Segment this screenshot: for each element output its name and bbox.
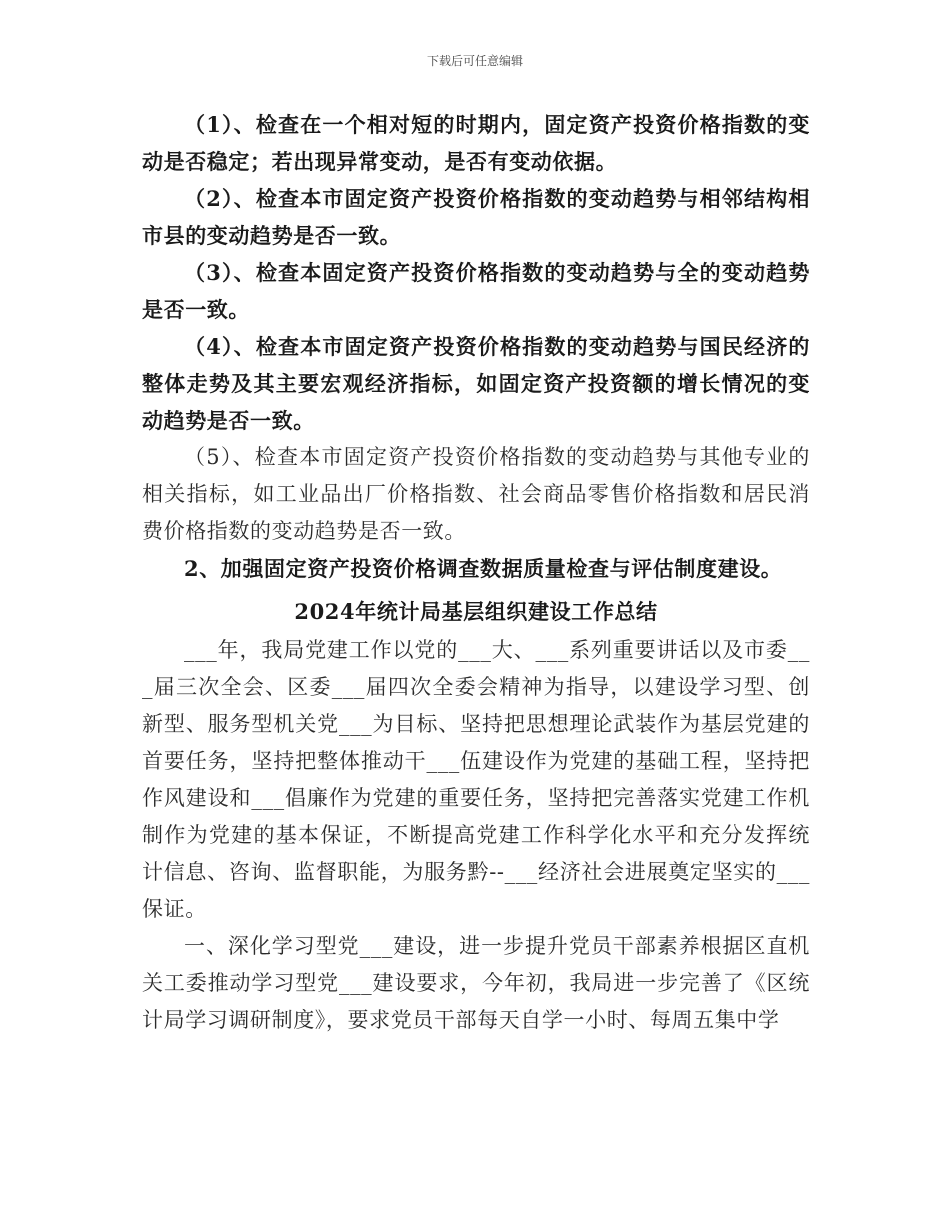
- document-body: [142, 106, 810, 1039]
- check-item-1: （1）、检查在一个相对短的时期内，固定资产投资价格指数的变动是否稳定；若出现异常变动，是否有变动依据。: [142, 112, 810, 174]
- check-item-4: （4）、检查本市固定资产投资价格指数的变动趋势与国民经济的整体走势及其主要宏观经济指标，如固定资产投资额的增长情况的变动趋势是否一致。: [142, 334, 810, 433]
- section-2-heading: 2、加强固定资产投资价格调查数据质量检查与评估制度建设。: [184, 556, 783, 581]
- check-item-3: （3）、检查本固定资产投资价格指数的变动趋势与全的变动趋势是否一致。: [142, 260, 810, 322]
- page-header: 下载后可任意编辑: [426, 54, 523, 68]
- check-item-2: （2）、检查本市固定资产投资价格指数的变动趋势与相邻结构相市县的变动趋势是否一致。: [142, 186, 810, 248]
- check-item-5: （5）、检查本市固定资产投资价格指数的变动趋势与其他专业的相关指标，如工业品出厂价格指数、社会商品零售价格指数和居民消费价格指数的变动趋势是否一致。: [142, 445, 810, 543]
- summary-paragraph-1: ___年，我局党建工作以党的___大、___系列重要讲话以及市委___届三次全会、区委___届四次全委会精神为指导，以建设学习型、创新型、服务型机关党___为目标、坚持把思想理论武装作为基层党建的首要任务，坚持把整体推动干___伍建设作为党建的基础工程，坚持把作风建设和___倡廉作为党建的重要任务，坚持把完善落实党建工作机制作为党建的基本保证，不断提高党建工作科学化水平和充分发挥统计信息、咨询、监督职能，为服务黔--___经济社会进展奠定坚实的___保证。: [142, 638, 810, 921]
- document-title: 2024年统计局基层组织建设工作总结: [294, 599, 658, 624]
- summary-paragraph-2: 一、深化学习型党___建设，进一步提升党员干部素养根据区直机关工委推动学习型党___建设要求，今年初，我局进一步完善了《区统计局学习调研制度》，要求党员干部每天自学一小时、每周五集中学: [142, 934, 810, 1032]
